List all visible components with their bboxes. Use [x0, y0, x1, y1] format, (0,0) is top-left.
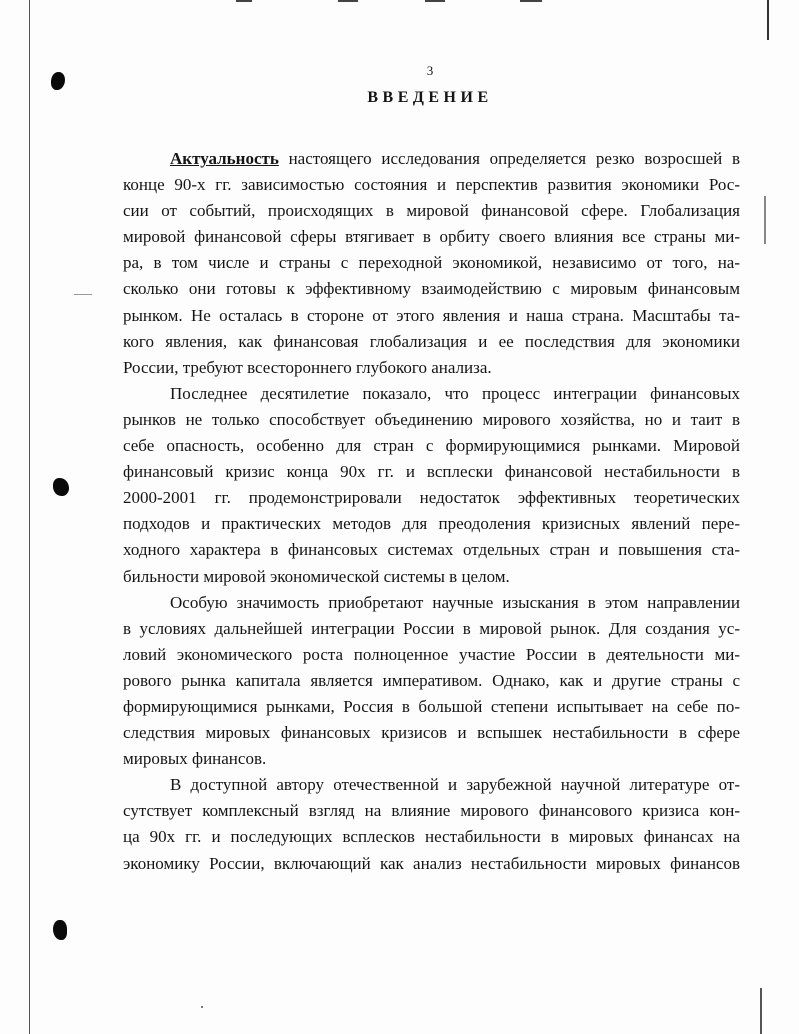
text-line [123, 146, 740, 172]
paragraph [123, 772, 740, 876]
page-number: 3 [426, 63, 434, 78]
text-line: следствия мировых финансовых кризисов и вспышек нестабильности в сфере [123, 723, 740, 743]
scan-right-edge-mark [764, 196, 766, 244]
scan-right-edge-top [767, 0, 769, 40]
text-line: Последнее десятилетие показало, что процесс интеграции финансовых [170, 383, 740, 403]
text-line: сколько они готовы к эффективному взаимодействию с мировым финансовым [123, 279, 740, 299]
scan-top-dash [425, 0, 445, 2]
text-line: ца 90х гг. и последующих всплесков нестабильности в мировых финансах на [123, 827, 740, 847]
paragraph [123, 590, 740, 773]
scan-speck [201, 1006, 203, 1008]
text-line: Особую значимость приобретают научные изыскания в этом направлении [170, 592, 740, 612]
text-line: 2000-2001 гг. продемонстрировали недостаток эффективных теоретических [123, 488, 740, 508]
text-line: рового рынка капитала является императивом. Однако, как и другие страны с [123, 670, 740, 690]
scan-right-edge-bottom [760, 988, 762, 1034]
text-line: В доступной автору отечественной и зарубежной научной литературе от- [170, 775, 740, 795]
text-line: бильности мировой экономической системы в целом. [123, 566, 510, 586]
text-line: рынком. Не осталась в стороне от этого явления и наша страна. Масштабы та- [123, 305, 740, 325]
scan-top-dash [338, 0, 358, 2]
scan-left-edge [29, 0, 30, 1034]
text-line: экономику России, включающий как анализ нестабильности мировых финансов [123, 853, 740, 873]
text-line: себе опасность, особенно для стран с формирующимися рынками. Мировой [123, 436, 740, 456]
document-body [123, 146, 740, 877]
scan-top-dash [520, 0, 542, 2]
text-line: формирующимися рынками, Россия в большой степени испытывает на себе по- [123, 696, 740, 716]
paragraph [123, 146, 740, 381]
text-line: кого явления, как финансовая глобализация и ее последствия для экономики [123, 331, 740, 351]
text-line: ходного характера в финансовых системах отдельных стран и повышения ста- [123, 540, 740, 560]
text-line: конце 90-х гг. зависимостью состояния и перспектив развития экономики Рос- [123, 175, 740, 195]
paragraph [123, 381, 740, 590]
text-line: ра, в том числе и страны с переходной экономикой, независимо от того, на- [123, 253, 740, 273]
text-line: подходов и практических методов для преодоления кризисных явлений пере- [123, 514, 740, 534]
text-line: финансовый кризис конца 90х гг. и всплески финансовой нестабильности в [123, 462, 740, 482]
keyword-highlight: Актуальность [170, 149, 279, 168]
page-title: ВВЕДЕНИЕ [367, 89, 493, 106]
text-line: мировых финансов. [123, 749, 267, 769]
scan-top-dash [236, 0, 252, 2]
text-line: России, требуют всестороннего глубокого анализа. [123, 357, 492, 377]
text-line: в условиях дальнейшей интеграции России в мировой рынок. Для создания ус- [123, 618, 740, 638]
text-line: сии от событий, происходящих в мировой финансовой сфере. Глобализация [123, 201, 740, 221]
scan-side-dash [74, 294, 92, 295]
binder-hole-mark [53, 478, 69, 496]
binder-hole-mark [53, 920, 67, 940]
text-line: рынков не только способствует объединению мирового хозяйства, но и таит в [123, 409, 740, 429]
text-line: ловий экономического роста полноценное участие России в деятельности ми- [123, 644, 740, 664]
text-line: сутствует комплексный взгляд на влияние мирового финансового кризиса кон- [123, 801, 740, 821]
text-line-content: настоящего исследования определяется резко возросшей в [288, 149, 740, 168]
text-line: мировой финансовой сферы втягивает в орбиту своего влияния все страны ми- [123, 227, 740, 247]
